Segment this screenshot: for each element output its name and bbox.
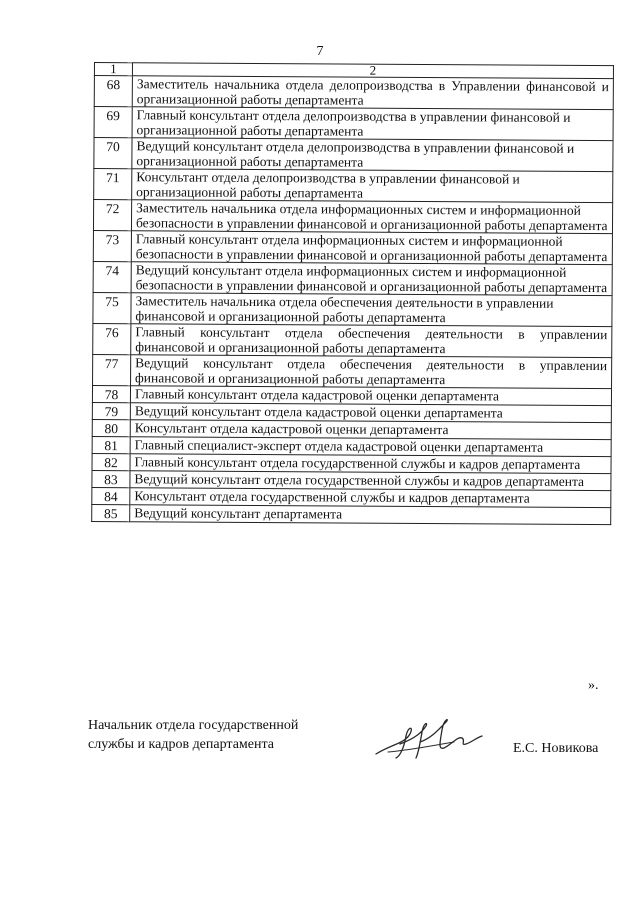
position-title: Главный консультант отдела обеспечения деятельности в управлении финансовой и организационной работы департамента — [131, 324, 612, 358]
position-title: Главный консультант отдела информационных систем и информационной безопасности в управлении финансовой и организационной работы департамента — [131, 231, 612, 265]
table-row — [93, 354, 612, 388]
row-number: 69 — [94, 107, 132, 138]
table-row — [93, 261, 612, 295]
table-row — [94, 107, 613, 141]
position-title: Ведущий консультант отдела информационных систем и информационной безопасности в управлении финансовой и организационной работы департамента — [131, 262, 612, 296]
position-title: Заместитель начальника отдела делопроизводства в Управлении финансовой и организационной работы департамента — [132, 76, 613, 110]
signer-name: Е.С. Новикова — [513, 741, 599, 756]
position-title: Ведущий консультант отдела обеспечения деятельности в управлении финансовой и организационной работы департамента — [131, 355, 612, 389]
table-row — [94, 76, 613, 110]
column-header-1: 1 — [94, 63, 132, 76]
table-row — [93, 200, 612, 234]
position-title: Главный консультант отдела делопроизводства в управлении финансовой и организационной работы департамента — [132, 107, 613, 141]
row-number: 81 — [92, 436, 130, 453]
position-title: Ведущий консультант отдела делопроизводства в управлении финансовой и организационной работы департамента — [132, 138, 613, 172]
position-title: Заместитель начальника отдела обеспечения деятельности в управлении финансовой и организационной работы департамента — [131, 293, 612, 327]
position-title: Консультант отдела делопроизводства в управлении финансовой и организационной работы департамента — [132, 169, 613, 203]
row-number: 73 — [93, 230, 131, 261]
row-number: 79 — [92, 402, 130, 419]
row-number: 70 — [94, 138, 132, 169]
signer-position-line: Начальник отдела государственной — [88, 718, 299, 733]
row-number: 68 — [94, 76, 132, 107]
table-row — [93, 323, 612, 357]
row-number: 83 — [92, 470, 130, 487]
position-title: Ведущий консультант отдела кадастровой оценки департамента — [130, 403, 611, 423]
position-title: Консультант отдела кадастровой оценки департамента — [130, 420, 611, 440]
row-number: 80 — [92, 419, 130, 436]
position-title: Ведущий консультант отдела государственной службы и кадров департамента — [130, 471, 611, 491]
position-title: Главный консультант отдела кадастровой оценки департамента — [130, 386, 611, 406]
table-row — [92, 504, 611, 524]
table-row — [93, 230, 612, 264]
row-number: 84 — [92, 487, 130, 504]
table-row — [93, 292, 612, 326]
position-title: Заместитель начальника отдела информационных систем и информационной безопасности в управлении финансовой и организационной работы департамента — [131, 200, 612, 234]
closing-quote: ». — [588, 678, 599, 693]
row-number: 77 — [93, 354, 131, 385]
column-header-2: 2 — [132, 63, 613, 79]
signer-position-line: службы и кадров департамента — [88, 737, 274, 752]
row-number: 75 — [93, 292, 131, 323]
signer-position — [88, 716, 298, 754]
positions-table — [91, 62, 614, 525]
page-number: 7 — [316, 44, 324, 59]
row-number: 78 — [92, 385, 130, 402]
position-title: Консультант отдела государственной службы и кадров департамента — [130, 488, 611, 508]
handwritten-signature — [370, 714, 490, 764]
row-number: 82 — [92, 453, 130, 470]
row-number: 71 — [94, 169, 132, 200]
row-number: 85 — [92, 504, 130, 521]
table-row — [94, 169, 613, 203]
row-number: 74 — [93, 261, 131, 292]
position-title: Главный специалист-эксперт отдела кадастровой оценки департамента — [130, 437, 611, 457]
position-title: Главный консультант отдела государственной службы и кадров департамента — [130, 454, 611, 474]
row-number: 72 — [93, 200, 131, 231]
row-number: 76 — [93, 323, 131, 354]
position-title: Ведущий консультант департамента — [130, 505, 611, 525]
table-row — [94, 138, 613, 172]
